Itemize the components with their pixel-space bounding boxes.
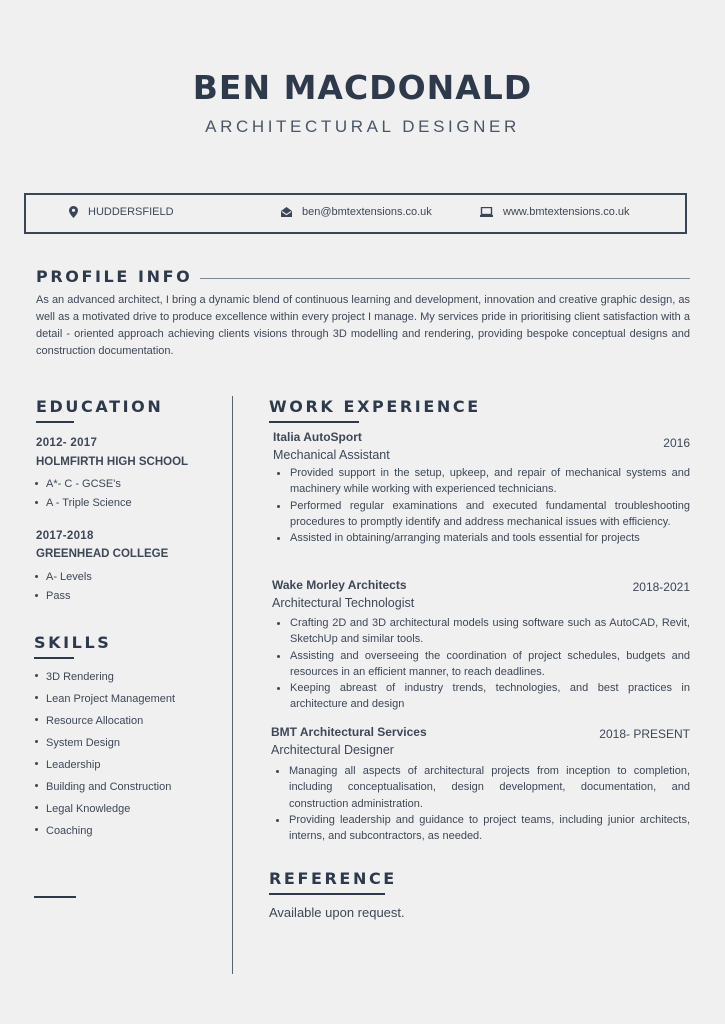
reference-underline	[269, 893, 385, 895]
list-item: Assisted in obtaining/arranging materials and tools essential for projects	[272, 530, 690, 546]
education-years: 2012- 2017	[36, 437, 98, 449]
skill-item: Legal Knowledge	[34, 799, 175, 821]
candidate-name: BEN MACDONALD	[192, 68, 533, 107]
job-date: 2016	[663, 436, 690, 450]
work-heading: WORK EXPERIENCE	[269, 397, 481, 416]
education-years: 2017-2018	[36, 530, 94, 542]
profile-divider	[200, 278, 690, 279]
list-item: A- Levels	[34, 568, 92, 587]
education-heading: EDUCATION	[36, 397, 164, 416]
job-role: Architectural Technologist	[272, 596, 415, 610]
job-bullets	[271, 763, 690, 844]
profile-text: As an advanced architect, I bring a dynamic blend of continuous learning and development, innovation and creative graphic design, as well as a motivated drive to produce excellence within every project I manage. My services pride in prioritising client satisfaction with a detail - oriented approach achieving clients visions through 3D modelling and rendering, providing bespoke conceptual designs and construction documentation.	[36, 294, 690, 357]
education-underline	[36, 421, 74, 423]
education-school: GREENHEAD COLLEGE	[36, 548, 169, 560]
list-item: Provided support in the setup, upkeep, and repair of mechanical systems and machinery while working with experienced technicians.	[272, 465, 690, 498]
education-items	[34, 475, 132, 513]
skill-item: Coaching	[34, 821, 175, 843]
skills-bottom-rule	[34, 896, 76, 898]
skills-list	[34, 667, 175, 843]
website-text[interactable]: www.bmtextensions.co.uk	[503, 206, 630, 218]
skill-item: Lean Project Management	[34, 689, 175, 711]
education-school: HOLMFIRTH HIGH SCHOOL	[36, 456, 189, 468]
list-item: Assisting and overseeing the coordination of project schedules, budgets and resources in an efficient manner, to reach deadlines.	[272, 648, 690, 681]
list-item: A*- C - GCSE's	[34, 475, 132, 494]
list-item: Pass	[34, 587, 92, 606]
skill-item: 3D Rendering	[34, 667, 175, 689]
job-date: 2018- PRESENT	[599, 727, 690, 741]
skills-heading: SKILLS	[34, 633, 112, 652]
envelope-icon	[281, 207, 292, 217]
column-divider	[232, 396, 233, 974]
skill-item: System Design	[34, 733, 175, 755]
contact-location	[69, 206, 174, 218]
job-company: Italia AutoSport	[273, 430, 362, 444]
job-company: Wake Morley Architects	[272, 578, 407, 592]
email-text[interactable]: ben@bmtextensions.co.uk	[302, 206, 432, 218]
job-date: 2018-2021	[632, 580, 690, 594]
job-role: Architectural Designer	[271, 743, 394, 757]
job-company: BMT Architectural Services	[271, 725, 427, 739]
list-item: Managing all aspects of architectural projects from inception to completion, including conceptualisation, design development, documentation, and construction administration.	[271, 763, 690, 812]
skills-underline	[34, 657, 74, 659]
skill-item: Leadership	[34, 755, 175, 777]
work-underline	[269, 421, 359, 423]
job-bullets	[272, 615, 690, 713]
education-items	[34, 568, 92, 606]
job-bullets	[272, 465, 690, 546]
contact-email[interactable]	[281, 206, 432, 218]
skill-item: Resource Allocation	[34, 711, 175, 733]
reference-text: Available upon request.	[269, 905, 405, 920]
laptop-icon	[480, 207, 493, 217]
job-title: ARCHITECTURAL DESIGNER	[205, 117, 520, 136]
skill-item: Building and Construction	[34, 777, 175, 799]
profile-heading: PROFILE INFO	[36, 267, 193, 286]
contact-bar	[24, 193, 687, 234]
list-item: Keeping abreast of industry trends, technologies, and best practices in architecture and design	[272, 680, 690, 713]
list-item: Crafting 2D and 3D architectural models using software such as AutoCAD, Revit, SketchUp and similar tools.	[272, 615, 690, 648]
location-pin-icon	[69, 206, 78, 218]
job-role: Mechanical Assistant	[273, 448, 390, 462]
location-text: HUDDERSFIELD	[88, 206, 174, 218]
list-item: A - Triple Science	[34, 494, 132, 513]
list-item: Providing leadership and guidance to project teams, including junior architects, interns, and subcontractors, as needed.	[271, 812, 690, 845]
reference-heading: REFERENCE	[269, 869, 397, 888]
list-item: Performed regular examinations and executed fundamental troubleshooting procedures to promptly identify and address mechanical issues with efficiency.	[272, 498, 690, 531]
contact-website[interactable]	[480, 206, 630, 218]
